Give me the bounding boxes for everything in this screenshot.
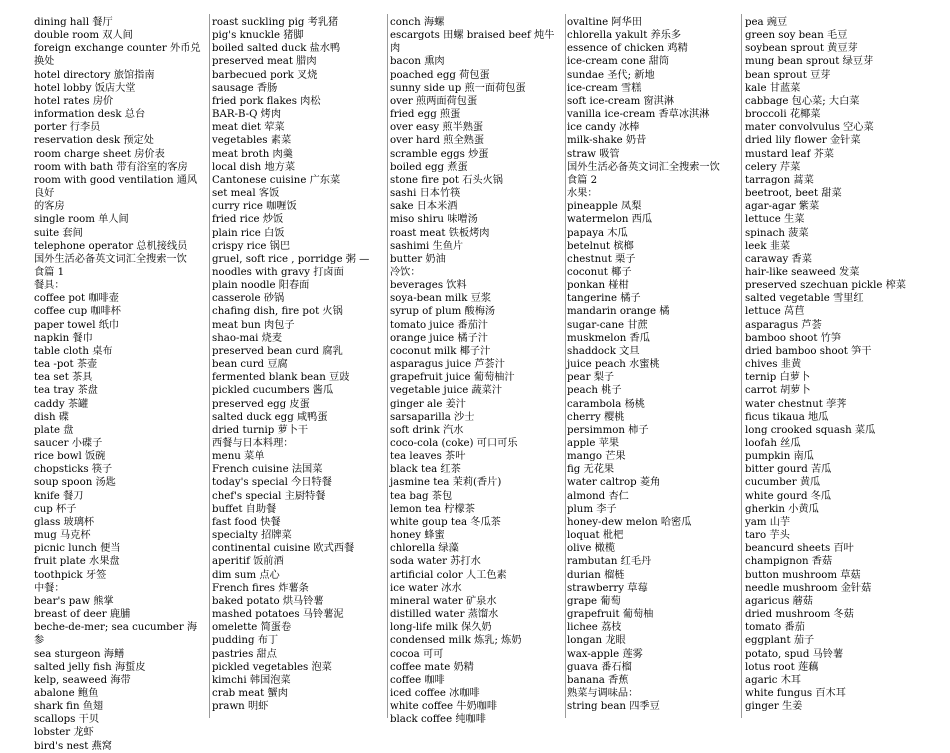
vocab-line: caraway 香菜 bbox=[745, 253, 812, 265]
vocab-line: fried pork flakes 肉松 bbox=[212, 95, 321, 107]
vocab-line: plate 盘 bbox=[34, 424, 74, 436]
vocab-line: peach 桃子 bbox=[567, 385, 622, 397]
vocab-line: carrot 胡萝卜 bbox=[745, 385, 811, 397]
vocab-line: green soy bean 毛豆 bbox=[745, 30, 848, 42]
vocab-line: beetroot, beet 甜菜 bbox=[745, 188, 842, 200]
vocab-line: ice-cream 雪糕 bbox=[567, 82, 642, 94]
vocab-line: long-life milk 保久奶 bbox=[390, 622, 492, 634]
vocab-line: room with bath 带有浴室的客房 bbox=[34, 161, 188, 173]
vocab-line: lotus root 莲藕 bbox=[745, 661, 819, 673]
vocab-line: carambola 杨桃 bbox=[567, 398, 645, 410]
vocab-line: vegetables 素菜 bbox=[212, 135, 292, 147]
vocab-line: coconut milk 椰子汁 bbox=[390, 345, 491, 357]
vocab-line: asparagus juice 芦荟汁 bbox=[390, 359, 505, 371]
vocab-line: water chestnut 荸荠 bbox=[745, 398, 847, 410]
vocab-line: sunny side up 煎一面荷包蛋 bbox=[390, 82, 526, 94]
vocab-line: crab meat 蟹肉 bbox=[212, 687, 288, 699]
vocab-line: tea set 茶具 bbox=[34, 372, 93, 384]
vocab-line: vegetable juice 蔬菜汁 bbox=[390, 385, 503, 397]
vocab-line: white fungus 百木耳 bbox=[745, 687, 846, 699]
vocab-line: lettuce 生菜 bbox=[745, 214, 805, 226]
vocab-line: agaricus 蘑菇 bbox=[745, 595, 813, 607]
vocab-line: 的客房 bbox=[34, 201, 65, 213]
vocab-line: broccoli 花椰菜 bbox=[745, 109, 821, 121]
vocab-line: barbecued pork 叉烧 bbox=[212, 69, 318, 81]
vocab-line: ice candy 冰棒 bbox=[567, 122, 640, 134]
vocab-line: cup 杯子 bbox=[34, 503, 77, 515]
vocab-line: dried mushroom 冬菇 bbox=[745, 609, 854, 621]
vocab-line: bird's nest 燕窝 bbox=[34, 740, 112, 752]
vocab-line: lobster 龙虾 bbox=[34, 727, 94, 739]
vocab-line: hair-like seaweed 发菜 bbox=[745, 266, 860, 278]
vocab-line: kale 甘蓝菜 bbox=[745, 82, 801, 94]
vocab-line: toothpick 牙签 bbox=[34, 569, 107, 581]
vocab-line: salted jelly fish 海蜇皮 bbox=[34, 661, 146, 673]
vocab-line: yam 山芋 bbox=[745, 516, 791, 528]
vocab-line: asparagus 芦荟 bbox=[745, 319, 822, 331]
vocab-line: escargots 田螺 braised beef 炖牛肉 bbox=[390, 30, 555, 55]
vocab-line: single room 单人间 bbox=[34, 214, 129, 226]
vocab-line: gruel, soft rice , porridge 粥 — bbox=[212, 253, 370, 265]
vocab-line: salted duck egg 咸鸭蛋 bbox=[212, 411, 328, 423]
vocab-line: butter 奶油 bbox=[390, 253, 446, 265]
vocab-line: mandarin orange 橘 bbox=[567, 306, 670, 318]
vocab-line: agar-agar 紫菜 bbox=[745, 201, 820, 213]
vocab-line: soda water 苏打水 bbox=[390, 556, 481, 568]
vocab-line: chives 韭黄 bbox=[745, 359, 802, 371]
vocab-line: sashi 日本竹筷 bbox=[390, 188, 461, 200]
vocab-line: iced coffee 冰咖啡 bbox=[390, 687, 480, 699]
vocab-line: dining hall 餐厅 bbox=[34, 17, 113, 28]
vocab-line: 国外生活必备英文词汇全搜索一饮 bbox=[34, 253, 187, 265]
vocab-line: ficus tikaua 地瓜 bbox=[745, 411, 829, 423]
vocab-line: chopsticks 筷子 bbox=[34, 464, 113, 476]
vocab-line: hotel rates 房价 bbox=[34, 95, 114, 107]
vocab-line: meat broth 肉羹 bbox=[212, 148, 293, 160]
vocab-line: today's special 今日特餐 bbox=[212, 477, 332, 489]
vocab-line: chlorella 绿藻 bbox=[390, 543, 459, 555]
vocab-line: plum 李子 bbox=[567, 503, 617, 515]
vocab-line: double room 双人间 bbox=[34, 30, 133, 42]
vocab-line: preserved szechuan pickle 榨菜 bbox=[745, 280, 906, 292]
vocab-line: paper towel 纸巾 bbox=[34, 319, 120, 331]
vocab-line: essence of chicken 鸡精 bbox=[567, 43, 688, 55]
vocab-line: pastries 甜点 bbox=[212, 648, 277, 660]
vocab-line: meat bun 肉包子 bbox=[212, 319, 295, 331]
vocab-line: honey-dew melon 哈密瓜 bbox=[567, 516, 692, 528]
vocab-line: mustard leaf 芥菜 bbox=[745, 148, 834, 160]
vocab-line: ginger 生姜 bbox=[745, 701, 803, 713]
vocab-line: fried egg 煎蛋 bbox=[390, 109, 461, 121]
vocab-line: scallops 干贝 bbox=[34, 714, 100, 726]
vocab-line: lemon tea 柠檬茶 bbox=[390, 503, 475, 515]
vocab-line: curry rice 咖喱饭 bbox=[212, 201, 297, 213]
vocab-line: prawn 明虾 bbox=[212, 701, 269, 713]
vocab-line: chef's special 主厨特餐 bbox=[212, 490, 326, 502]
vocab-line: gherkin 小黄瓜 bbox=[745, 503, 819, 515]
vocab-line: muskmelon 香瓜 bbox=[567, 332, 650, 344]
vocab-line: continental cuisine 欧式西餐 bbox=[212, 543, 355, 555]
vocab-line: coffee pot 咖啡壶 bbox=[34, 293, 119, 305]
vocab-line: boiled egg 煮蛋 bbox=[390, 161, 468, 173]
vocab-line: bean sprout 豆芽 bbox=[745, 69, 831, 81]
vocab-line: strawberry 草莓 bbox=[567, 582, 648, 594]
vocab-column-1 bbox=[34, 16, 206, 753]
vocab-line: pumpkin 南瓜 bbox=[745, 451, 814, 463]
vocab-line: bear's paw 熊掌 bbox=[34, 595, 114, 607]
vocab-line: mung bean sprout 绿豆芽 bbox=[745, 56, 874, 68]
vocab-line: pear 梨子 bbox=[567, 372, 615, 384]
vocab-line: water caltrop 菱角 bbox=[567, 477, 661, 489]
vocab-line: buffet 自助餐 bbox=[212, 503, 277, 515]
vocab-line: mug 马克杯 bbox=[34, 530, 91, 542]
vocab-line: banana 香蕉 bbox=[567, 674, 629, 686]
vocab-line: set meal 客饭 bbox=[212, 188, 280, 200]
vocab-line: dried turnip 萝卜干 bbox=[212, 424, 309, 436]
vocab-line: knife 餐刀 bbox=[34, 490, 84, 502]
vocab-line: jasmine tea 茉莉(香片) bbox=[390, 477, 502, 489]
vocab-line: kimchi 韩国泡菜 bbox=[212, 674, 291, 686]
vocab-line: 餐具： bbox=[34, 280, 65, 292]
vocab-line: coco-cola (coke) 可口可乐 bbox=[390, 438, 518, 449]
vocab-line: soft drink 汽水 bbox=[390, 424, 464, 436]
vocab-line: pea 豌豆 bbox=[745, 17, 788, 28]
vocab-line: rambutan 红毛丹 bbox=[567, 556, 652, 568]
vocab-line: button mushroom 草菇 bbox=[745, 569, 861, 581]
vocab-line: cocoa 可可 bbox=[390, 648, 444, 660]
vocab-line: beancurd sheets 百叶 bbox=[745, 543, 854, 555]
vocab-line: information desk 总台 bbox=[34, 109, 146, 121]
vocab-line: tea tray 茶盘 bbox=[34, 385, 98, 397]
vocab-line: grapefruit 葡萄柚 bbox=[567, 609, 654, 621]
vocab-line: BAR-B-Q 烤肉 bbox=[212, 109, 282, 121]
vocab-line: beche-de-mer; sea cucumber 海参 bbox=[34, 622, 198, 647]
vocab-line: sugar-cane 甘蔗 bbox=[567, 319, 648, 331]
column-divider bbox=[209, 14, 210, 718]
vocab-line: 国外生活必备英文词汇全搜索一饮 bbox=[567, 161, 720, 173]
vocab-line: chafing dish, fire pot 火锅 bbox=[212, 306, 343, 318]
vocab-line: lichee 荔枝 bbox=[567, 622, 622, 634]
vocab-line: spinach 菠菜 bbox=[745, 227, 809, 239]
vocab-line: fruit plate 水果盘 bbox=[34, 556, 120, 568]
vocab-line: guava 番石榴 bbox=[567, 661, 632, 673]
vocab-line: specialty 招牌菜 bbox=[212, 530, 292, 542]
vocab-line: conch 海螺 bbox=[390, 17, 445, 28]
vocab-line: pig's knuckle 猪脚 bbox=[212, 30, 304, 42]
vocab-line: foreign exchange counter 外币兑换处 bbox=[34, 43, 201, 68]
vocab-line: mater convolvulus 空心菜 bbox=[745, 122, 874, 134]
vocab-line: shaddock 文旦 bbox=[567, 345, 640, 357]
vocab-line: tomato 番茄 bbox=[745, 622, 805, 634]
vocab-line: hotel directory 旅馆指南 bbox=[34, 69, 155, 81]
column-divider bbox=[387, 14, 388, 718]
vocab-line: milk-shake 奶昔 bbox=[567, 135, 647, 147]
vocab-line: tea -pot 茶壶 bbox=[34, 359, 98, 371]
vocab-line: chlorella yakult 养乐多 bbox=[567, 30, 682, 42]
vocab-line: sake 日本米酒 bbox=[390, 201, 458, 213]
vocab-line: ponkan 椪柑 bbox=[567, 280, 629, 292]
vocab-line: ginger ale 姜汁 bbox=[390, 398, 466, 410]
vocab-line: dish 碟 bbox=[34, 411, 69, 423]
vocab-line: bitter gourd 苦瓜 bbox=[745, 464, 832, 476]
vocab-line: plain rice 白饭 bbox=[212, 227, 285, 239]
vocab-line: mineral water 矿泉水 bbox=[390, 595, 497, 607]
vocab-line: white goup tea 冬瓜茶 bbox=[390, 516, 501, 528]
vocab-line: distilled water 蒸馏水 bbox=[390, 609, 499, 621]
vocab-line: scramble eggs 炒蛋 bbox=[390, 148, 489, 160]
vocab-line: breast of deer 鹿脯 bbox=[34, 609, 131, 621]
vocab-line: 食篇 1 bbox=[34, 266, 65, 278]
vocab-line: string bean 四季豆 bbox=[567, 701, 660, 713]
vocab-line: cabbage 包心菜; 大白菜 bbox=[745, 95, 860, 107]
vocab-line: white coffee 牛奶咖啡 bbox=[390, 701, 498, 713]
vocab-line: reservation desk 预定处 bbox=[34, 135, 154, 147]
vocab-line: shark fin 鱼翅 bbox=[34, 701, 104, 713]
vocab-line: coffee 咖啡 bbox=[390, 674, 445, 686]
vocab-line: orange juice 橘子汁 bbox=[390, 332, 488, 344]
vocab-line: plain noodle 阳春面 bbox=[212, 280, 310, 292]
vocab-line: casserole 砂锅 bbox=[212, 293, 285, 305]
vocab-line: potato, spud 马铃薯 bbox=[745, 648, 844, 660]
vocab-line: miso shiru 味噌汤 bbox=[390, 214, 478, 226]
vocab-line: tangerine 橘子 bbox=[567, 293, 641, 305]
vocab-line: 食篇 2 bbox=[567, 174, 598, 186]
vocab-line: roast meat 铁板烤肉 bbox=[390, 227, 490, 239]
vocab-line: long crooked squash 菜瓜 bbox=[745, 424, 876, 436]
vocab-line: ice water 冰水 bbox=[390, 582, 462, 594]
vocab-line: dried bamboo shoot 笋干 bbox=[745, 345, 872, 357]
vocab-line: coconut 椰子 bbox=[567, 266, 632, 278]
vocab-line: crispy rice 锅巴 bbox=[212, 240, 291, 252]
vocab-line: French cuisine 法国菜 bbox=[212, 464, 323, 476]
vocab-line: leek 韭菜 bbox=[745, 240, 791, 252]
vocab-line: artificial color 人工色素 bbox=[390, 569, 507, 581]
vocab-line: 水果： bbox=[567, 188, 598, 200]
vocab-line: bamboo shoot 竹笋 bbox=[745, 332, 842, 344]
vocab-line: bacon 熏肉 bbox=[390, 56, 445, 68]
vocab-line: eggplant 茄子 bbox=[745, 635, 815, 647]
vocab-line: coffee cup 咖啡杯 bbox=[34, 306, 121, 318]
vocab-line: grapefruit juice 葡萄柚汁 bbox=[390, 372, 515, 384]
vocab-line: black coffee 纯咖啡 bbox=[390, 714, 486, 726]
vocab-line: ovaltine 阿华田 bbox=[567, 17, 642, 28]
vocab-line: ice-cream cone 甜筒 bbox=[567, 56, 670, 68]
vocab-line: room with good ventilation 通风良好 bbox=[34, 174, 198, 200]
vocab-line: dried lily flower 金针菜 bbox=[745, 135, 861, 147]
vocab-line: beverages 饮料 bbox=[390, 280, 467, 292]
vocab-line: napkin 餐巾 bbox=[34, 332, 93, 344]
vocab-line: betelnut 槟榔 bbox=[567, 240, 634, 252]
vocab-line: pickled vegetables 泡菜 bbox=[212, 661, 332, 673]
vocab-line: persimmon 柿子 bbox=[567, 424, 649, 436]
vocab-line: picnic lunch 便当 bbox=[34, 543, 121, 555]
vocab-line: white gourd 冬瓜 bbox=[745, 490, 832, 502]
vocab-line: noodles with gravy 打卤面 bbox=[212, 266, 344, 278]
vocab-line: shao-mai 烧麦 bbox=[212, 332, 283, 344]
vocab-line: sashimi 生鱼片 bbox=[390, 240, 464, 252]
vocab-line: apple 苹果 bbox=[567, 438, 620, 449]
vocab-line: over easy 煎半熟蛋 bbox=[390, 122, 484, 134]
vocab-line: sausage 香肠 bbox=[212, 82, 278, 94]
vocab-line: lettuce 莴苣 bbox=[745, 306, 805, 318]
vocab-line: suite 套间 bbox=[34, 227, 83, 239]
vocab-line: table cloth 桌布 bbox=[34, 345, 113, 357]
vocab-line: mashed potatoes 马铃薯泥 bbox=[212, 609, 344, 621]
vocab-line: ternip 白萝卜 bbox=[745, 372, 811, 384]
vocab-column-5 bbox=[745, 16, 935, 713]
vocab-line: longan 龙眼 bbox=[567, 635, 626, 647]
vocab-line: telephone operator 总机接线员 bbox=[34, 240, 188, 252]
vocab-line: needle mushroom 金针菇 bbox=[745, 582, 872, 594]
vocab-line: condensed milk 炼乳; 炼奶 bbox=[390, 635, 522, 647]
vocab-line: hotel lobby 饭店大堂 bbox=[34, 82, 136, 94]
vocab-line: soybean sprout 黄豆芽 bbox=[745, 43, 858, 55]
vocab-line: local dish 地方菜 bbox=[212, 161, 296, 173]
vocab-line: 熟菜与调味品： bbox=[567, 687, 639, 699]
vocab-line: juice peach 水蜜桃 bbox=[567, 359, 660, 371]
vocab-line: meat diet 荤菜 bbox=[212, 122, 285, 134]
vocab-line: rice bowl 饭碗 bbox=[34, 451, 106, 463]
vocab-column-2 bbox=[212, 16, 384, 713]
vocab-line: almond 杏仁 bbox=[567, 490, 629, 502]
vocab-line: menu 菜单 bbox=[212, 451, 265, 463]
vocab-line: pickled cucumbers 酱瓜 bbox=[212, 385, 334, 397]
vocab-line: glass 玻璃杯 bbox=[34, 516, 95, 528]
vocab-line: poached egg 荷包蛋 bbox=[390, 69, 490, 81]
vocab-line: coffee mate 奶精 bbox=[390, 661, 474, 673]
vocab-line: boiled salted duck 盐水鸭 bbox=[212, 43, 341, 55]
vocab-line: 西餐与日本料理： bbox=[212, 438, 294, 449]
vocab-line: aperitif 饭前酒 bbox=[212, 556, 284, 568]
vocab-column-4 bbox=[567, 16, 739, 713]
vocab-line: bean curd 豆腐 bbox=[212, 359, 288, 371]
vocab-line: honey 蜂蜜 bbox=[390, 530, 445, 542]
vocab-line: tomato juice 番茄汁 bbox=[390, 319, 488, 331]
vocab-line: sundae 圣代; 新地 bbox=[567, 69, 655, 81]
vocab-line: salted vegetable 雪里红 bbox=[745, 293, 864, 305]
vocab-line: sarsaparilla 沙士 bbox=[390, 411, 475, 423]
vocab-line: dim sum 点心 bbox=[212, 569, 280, 581]
vocab-line: olive 橄榄 bbox=[567, 543, 616, 555]
vocab-line: pineapple 凤梨 bbox=[567, 201, 642, 213]
vocab-line: omelette 简蛋卷 bbox=[212, 622, 292, 634]
vocab-line: tea leaves 茶叶 bbox=[390, 451, 466, 463]
vocab-line: loofah 丝瓜 bbox=[745, 438, 801, 449]
vocab-line: 冷饮： bbox=[390, 266, 421, 278]
vocab-line: saucer 小碟子 bbox=[34, 438, 103, 449]
vocab-line: grape 葡萄 bbox=[567, 595, 621, 607]
column-divider bbox=[565, 14, 566, 718]
column-divider bbox=[741, 14, 742, 718]
vocab-line: taro 芋头 bbox=[745, 530, 790, 542]
vocab-line: durian 榴梿 bbox=[567, 569, 625, 581]
vocab-line: stone fire pot 石头火锅 bbox=[390, 174, 503, 186]
vocab-line: cherry 樱桃 bbox=[567, 411, 625, 423]
vocab-line: fig 无花果 bbox=[567, 464, 615, 476]
vocab-line: kelp, seaweed 海带 bbox=[34, 674, 131, 686]
vocab-line: preserved meat 腊肉 bbox=[212, 56, 317, 68]
vocab-line: caddy 茶罐 bbox=[34, 398, 89, 410]
vocab-line: porter 行李员 bbox=[34, 122, 101, 134]
vocab-line: tea bag 茶包 bbox=[390, 490, 453, 502]
vocab-line: fried rice 炒饭 bbox=[212, 214, 284, 226]
vocab-line: room charge sheet 房价表 bbox=[34, 148, 165, 160]
vocab-line: vanilla ice-cream 香草冰淇淋 bbox=[567, 109, 710, 121]
vocab-line: baked potato 烘马铃薯 bbox=[212, 595, 324, 607]
vocab-line: papaya 木瓜 bbox=[567, 227, 628, 239]
vocab-line: soft ice-cream 窗淇淋 bbox=[567, 95, 675, 107]
vocab-line: roast suckling pig 考乳猪 bbox=[212, 17, 339, 28]
vocab-line: fast food 快餐 bbox=[212, 516, 281, 528]
vocab-line: preserved egg 皮蛋 bbox=[212, 398, 310, 410]
vocab-line: black tea 红茶 bbox=[390, 464, 461, 476]
vocab-line: cucumber 黄瓜 bbox=[745, 477, 821, 489]
vocab-line: tarragon 蒿菜 bbox=[745, 174, 814, 186]
vocab-line: soya-bean milk 豆浆 bbox=[390, 293, 492, 305]
vocab-line: 中餐： bbox=[34, 582, 65, 594]
vocab-line: fermented blank bean 豆豉 bbox=[212, 372, 350, 384]
vocab-line: Cantonese cuisine 广东菜 bbox=[212, 174, 341, 186]
vocab-line: straw 吸管 bbox=[567, 148, 620, 160]
vocab-line: over hard 煎全熟蛋 bbox=[390, 135, 485, 147]
vocab-line: soup spoon 汤匙 bbox=[34, 477, 116, 489]
vocab-line: agaric 木耳 bbox=[745, 674, 802, 686]
vocab-column-3 bbox=[390, 16, 562, 726]
vocab-line: pudding 布丁 bbox=[212, 635, 279, 647]
vocab-line: abalone 鲍鱼 bbox=[34, 687, 99, 699]
vocab-line: over 煎两面荷包蛋 bbox=[390, 95, 478, 107]
vocab-line: preserved bean curd 腐乳 bbox=[212, 345, 343, 357]
vocab-line: loquat 枇杷 bbox=[567, 530, 624, 542]
vocab-line: French fires 炸薯条 bbox=[212, 582, 309, 594]
vocab-line: syrup of plum 酸梅汤 bbox=[390, 306, 496, 318]
vocab-line: champignon 香菇 bbox=[745, 556, 833, 568]
vocab-line: sea sturgeon 海鳝 bbox=[34, 648, 125, 660]
vocab-line: watermelon 西瓜 bbox=[567, 214, 653, 226]
vocab-line: wax-apple 莲雾 bbox=[567, 648, 643, 660]
vocab-line: mango 芒果 bbox=[567, 451, 626, 463]
vocab-line: celery 芹菜 bbox=[745, 161, 801, 173]
vocab-line: chestnut 栗子 bbox=[567, 253, 636, 265]
